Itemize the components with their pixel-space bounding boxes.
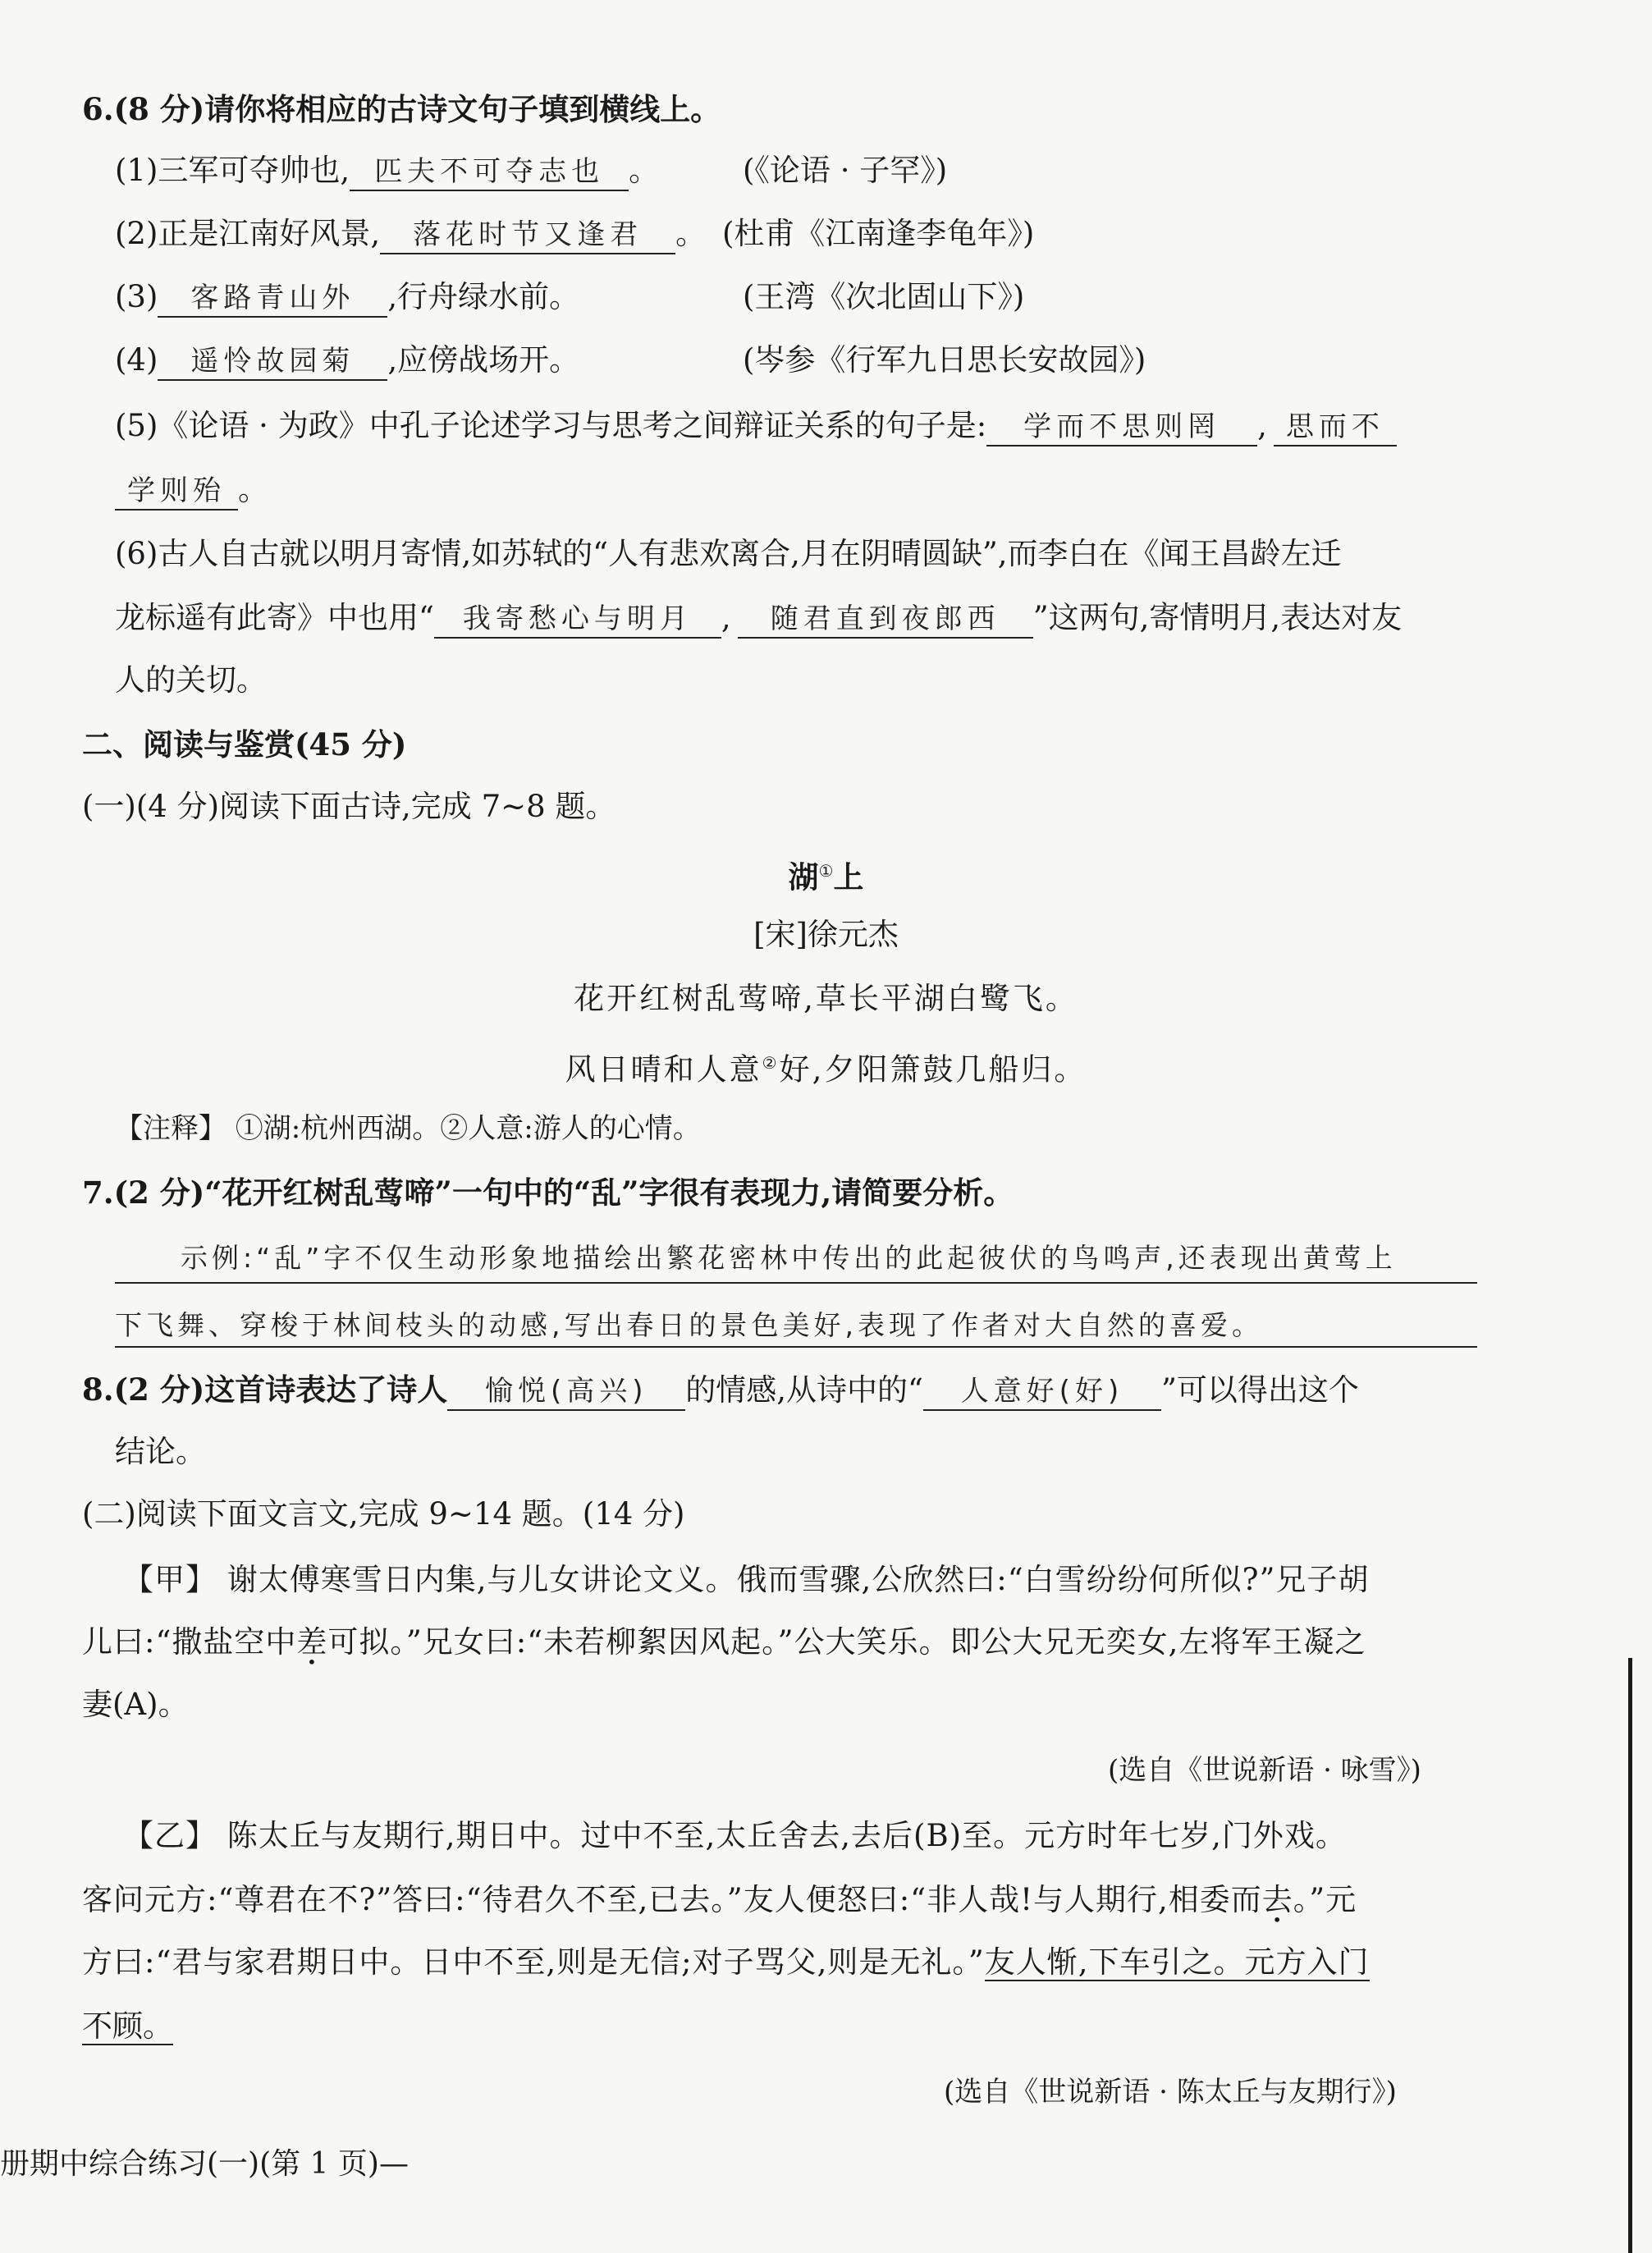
- poem-line-2: 风日晴和人意②好,夕阳箫鼓几船归。: [565, 1051, 1087, 1088]
- yi-line-3: 方曰:“君与家君期日中。日中不至,则是无信;对子骂父,则是无礼。”友人惭,下车引之。元方入门: [82, 1944, 1370, 1980]
- jia-source: (选自《世说新语 · 咏雪》): [1108, 1754, 1421, 1787]
- q6-item-5: (5)《论语 · 为政》中孔子论述学习与思考之间辩证关系的句子是: 学而不思则罔 , 思而不: [115, 405, 1397, 446]
- yi-line-2: 客问元方:“尊君在不?”答曰:“待君久不至,已去。”友人便怒曰:“非人哉!与人期行,相委而去。”元: [82, 1882, 1357, 1917]
- page-footer: 册期中综合练习(一)(第 1 页)—: [0, 2147, 409, 2181]
- jia-line-2: 儿曰:“撒盐空中差可拟。”兄女曰:“未若柳絮因风起。”公大笑乐。即公大兄无奕女,左将军王凝之: [82, 1624, 1366, 1660]
- q6-item-4: (4) 遥怜故园菊 ,应傍战场开。: [115, 340, 579, 381]
- q7-answer-line-2: 下飞舞、穿梭于林间枝头的动感,写出春日的景色美好,表现了作者对大自然的喜爱。: [115, 1309, 1263, 1341]
- answer-rule: [115, 1282, 1477, 1284]
- q8-line-2: 结论。: [115, 1434, 206, 1469]
- q7-answer-line-1: 示例:“乱”字不仅生动形象地描绘出繁花密林中传出的此起彼伏的鸟鸣声,还表现出黄莺上: [181, 1242, 1397, 1274]
- binding-edge: [1628, 1658, 1632, 2253]
- part-2-heading: (二)阅读下面文言文,完成 9~14 题。(14 分): [82, 1496, 685, 1532]
- yi-line-1: 【乙】 陈太丘与友期行,期日中。过中不至,太丘舍去,去后(B)至。元方时年七岁,门外戏。: [123, 1818, 1347, 1853]
- yi-source: (选自《世说新语 · 陈太丘与友期行》): [944, 2076, 1397, 2109]
- q6-item-6-line2: 龙标遥有此寄》中也用“ 我寄愁心与明月 , 随君直到夜郎西 ”这两句,寄情明月,表达对友: [115, 598, 1402, 639]
- answer-blank: 思而不: [1274, 409, 1397, 446]
- q6-item-6-line1: (6)古人自古就以明月寄情,如苏轼的“人有悲欢离合,月在阴晴圆缺”,而李白在《闻王昌龄左迁: [115, 536, 1342, 571]
- q6-item-4-source: (岑参《行军九日思长安故园》): [743, 342, 1146, 378]
- q8-line-1: 8.(2 分)这首诗表达了诗人 愉悦(高兴) 的情感,从诗中的“ 人意好(好) ”可以得出这个: [82, 1369, 1359, 1411]
- poem-title: 湖①上: [788, 859, 864, 895]
- answer-blank: 学而不思则罔: [986, 409, 1257, 446]
- answer-rule: [115, 1346, 1477, 1348]
- answer-blank: 客路青山外: [158, 280, 387, 318]
- q6-item-3: (3) 客路青山外 ,行舟绿水前。: [115, 277, 579, 318]
- poem-line-1: 花开红树乱莺啼,草长平湖白鹭飞。: [574, 981, 1078, 1016]
- q7-title: 7.(2 分)“花开红树乱莺啼”一句中的“乱”字很有表现力,请简要分析。: [82, 1175, 1014, 1211]
- poem-notes: 【注释】 ①湖:杭州西湖。②人意:游人的心情。: [115, 1112, 701, 1145]
- q6-item-2: (2)正是江南好风景, 落花时节又逢君 。: [115, 213, 706, 254]
- q6-item-1: (1)三军可夺帅也, 匹夫不可夺志也 。: [115, 150, 659, 191]
- answer-blank: 愉悦(高兴): [447, 1373, 685, 1411]
- answer-blank: 随君直到夜郎西: [738, 601, 1033, 639]
- q6-item-1-source: (《论语 · 子罕》): [743, 153, 948, 188]
- poem-author: [宋]徐元杰: [753, 917, 899, 952]
- underlined-sentence: 友人惭,下车引之。元方入门: [984, 1944, 1370, 1980]
- section-heading: 二、阅读与鉴赏(45 分): [82, 726, 407, 762]
- answer-blank: 人意好(好): [923, 1373, 1161, 1411]
- answer-blank: 我寄愁心与明月: [434, 601, 721, 639]
- underlined-sentence: 不顾。: [82, 2008, 173, 2044]
- q6-item-2-source: (杜甫《江南逢李龟年》): [722, 216, 1035, 251]
- jia-line-1: 【甲】 谢太傅寒雪日内集,与儿女讲论文义。俄而雪骤,公欣然曰:“白雪纷纷何所似?”兄子胡: [123, 1562, 1370, 1597]
- q6-item-3-source: (王湾《次北固山下》): [743, 279, 1025, 314]
- q6-title: 6.(8 分)请你将相应的古诗文句子填到横线上。: [82, 91, 721, 127]
- jia-line-3: 妻(A)。: [82, 1687, 189, 1722]
- q6-item-5-cont: 学则殆 。: [115, 469, 268, 511]
- q6-item-6-line3: 人的关切。: [115, 662, 267, 698]
- answer-blank: 学则殆: [115, 473, 238, 511]
- yi-line-4: [82, 2006, 173, 2047]
- answer-blank: 落花时节又逢君: [380, 217, 675, 254]
- answer-blank: 遥怜故园菊: [158, 343, 387, 381]
- part-1-heading: (一)(4 分)阅读下面古诗,完成 7~8 题。: [82, 789, 616, 824]
- answer-blank: 匹夫不可夺志也: [350, 153, 629, 191]
